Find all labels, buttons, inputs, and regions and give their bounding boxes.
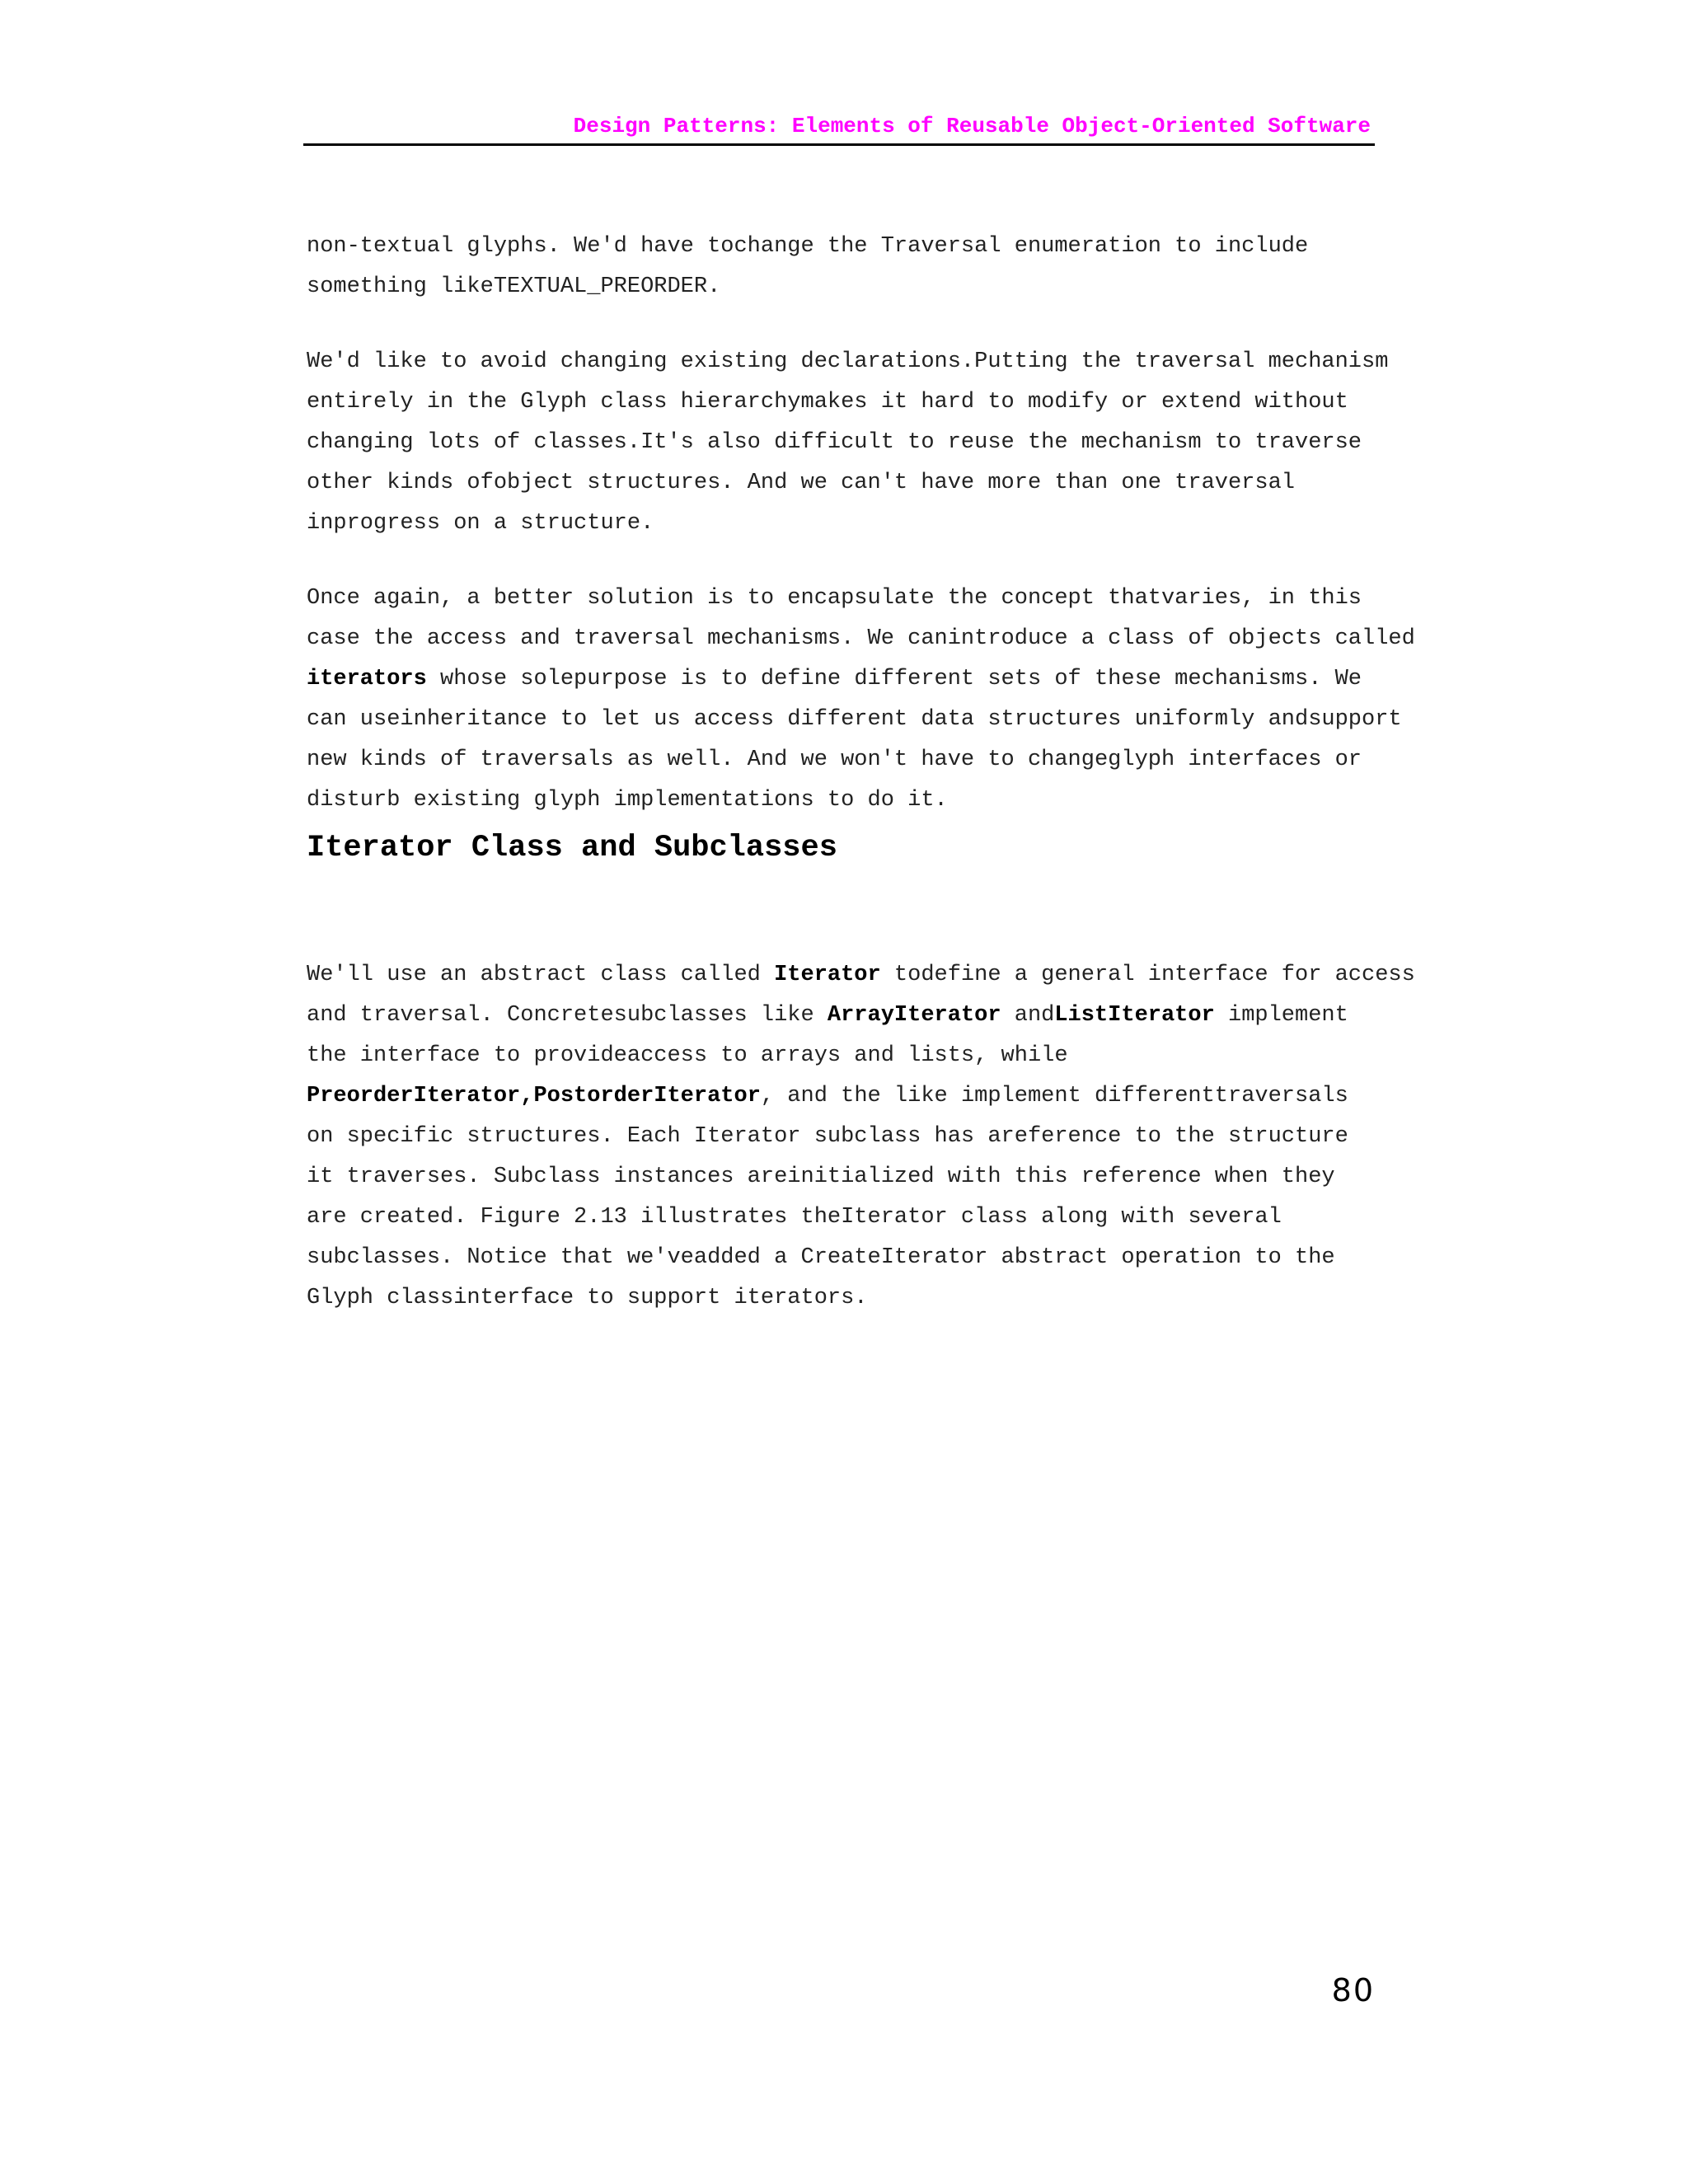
running-header [303, 105, 1375, 146]
text-line: entirely in the Glyph class hierarchymakes it hard to modify or extend without [307, 390, 1348, 415]
class-name-list-iterator: ListIterator [1054, 1003, 1215, 1028]
text-fragment: todefine a general interface for access [880, 963, 1415, 987]
text-line: whose solepurpose is to define different sets of these mechanisms. We [426, 667, 1362, 691]
page-number: 80 [1331, 1972, 1375, 2008]
text-line: changing lots of classes.It's also difficult to reuse the mechanism to traverse [307, 430, 1362, 455]
text-fragment: and [1001, 1003, 1055, 1028]
text-line: non-textual glyphs. We'd have tochange the Traversal enumeration to include [307, 234, 1309, 259]
text-line: other kinds ofobject structures. And we can't have more than one traversal [307, 471, 1295, 495]
text-line: something likeTEXTUAL_PREORDER. [307, 274, 721, 299]
comma-separator: , [520, 1084, 534, 1108]
class-name-iterator: Iterator [774, 963, 881, 987]
class-name-array-iterator: ArrayIterator [827, 1003, 1001, 1028]
paragraph-iterator-class [307, 915, 1415, 1319]
text-line: on specific structures. Each Iterator subclass has areference to the structure [307, 1124, 1348, 1149]
text-line: inprogress on a structure. [307, 511, 654, 536]
text-line: Once again, a better solution is to encapsulate the concept thatvaries, in this [307, 586, 1362, 611]
class-name-postorder-iterator: PostorderIterator [533, 1084, 761, 1108]
text-fragment: , and the like implement differenttraversals [760, 1084, 1348, 1108]
text-line: Glyph classinterface to support iterators. [307, 1286, 868, 1310]
paragraph-encapsulate-concept [307, 538, 1415, 821]
text-fragment: and traversal. Concretesubclasses like [307, 1003, 828, 1028]
term-iterators: iterators [307, 667, 427, 691]
text-line: new kinds of traversals as well. And we won't have to changeglyph interfaces or [307, 748, 1362, 772]
text-line: subclasses. Notice that we'veadded a CreateIterator abstract operation to the [307, 1245, 1335, 1270]
text-line: We'd like to avoid changing existing declarations.Putting the traversal mechanism [307, 349, 1389, 374]
paragraph-avoid-changing [307, 302, 1389, 544]
text-line: are created. Figure 2.13 illustrates theIterator class along with several [307, 1205, 1282, 1230]
text-line: disturb existing glyph implementations to do it. [307, 788, 948, 813]
text-line: case the access and traversal mechanisms. We canintroduce a class of objects called [307, 626, 1415, 651]
text-line: it traverses. Subclass instances areinitialized with this reference when they [307, 1165, 1335, 1189]
paragraph-traversal-enum [307, 186, 1386, 307]
text-fragment: We'll use an abstract class called [307, 963, 775, 987]
book-title: Design Patterns: Elements of Reusable Object-Oriented Software [573, 114, 1371, 138]
text-fragment: implement [1214, 1003, 1348, 1028]
class-name-preorder-iterator: PreorderIterator [307, 1084, 521, 1108]
section-heading: Iterator Class and Subclasses [307, 831, 837, 865]
text-line: the interface to provideaccess to arrays and lists, while [307, 1043, 1068, 1068]
text-line: can useinheritance to let us access different data structures uniformly andsupport [307, 707, 1402, 732]
